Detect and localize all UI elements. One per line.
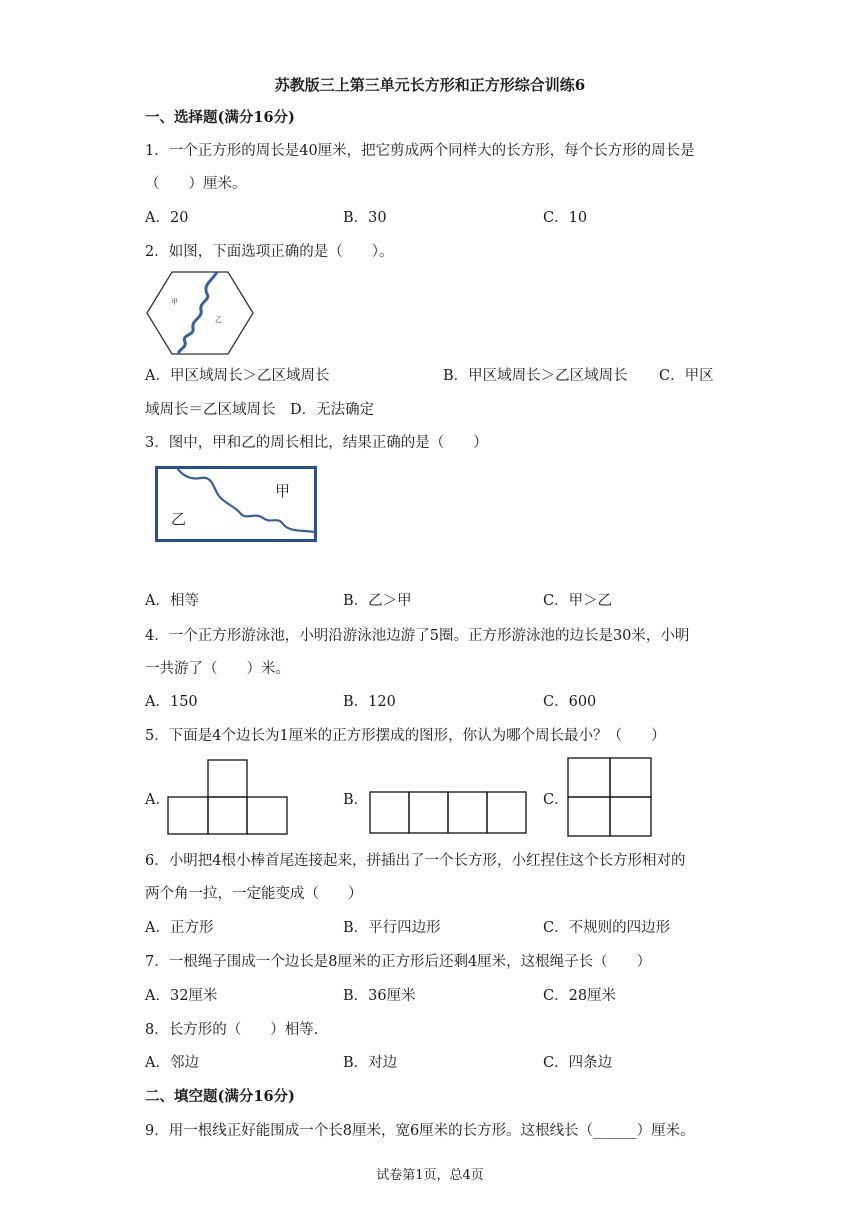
- region-jia-label: 甲: [171, 298, 178, 306]
- question-7-option-b[interactable]: B．36厘米: [343, 988, 416, 1004]
- hexagon-region-figure: [145, 270, 255, 356]
- page-title: 苏教版三上第三单元长方形和正方形综合训练6: [274, 76, 586, 94]
- question-4-option-b[interactable]: B．120: [343, 694, 396, 710]
- question-3-option-b[interactable]: B．乙＞甲: [343, 593, 412, 609]
- square-arrangement-c: [567, 757, 653, 838]
- question-4-line-1: 4．一个正方形游泳池，小明沿游泳池边游了5圈。正方形游泳池的边长是30米，小明: [145, 628, 690, 644]
- question-3-stem: 3．图中，甲和乙的周长相比，结果正确的是（ ）: [145, 435, 488, 451]
- section-heading-fill-blank: 二、填空题(满分16分): [145, 1088, 295, 1105]
- question-1-line-2: （ ）厘米。: [145, 176, 247, 192]
- question-4-option-c[interactable]: C．600: [543, 694, 597, 710]
- square-arrangement-b: [369, 791, 529, 835]
- question-8-option-a[interactable]: A．邻边: [145, 1055, 199, 1071]
- question-6-option-b[interactable]: B．平行四边形: [343, 920, 441, 936]
- question-2-stem: 2．如图，下面选项正确的是（ ）。: [145, 244, 394, 260]
- question-1-line-1: 1．一个正方形的周长是40厘米，把它剪成两个同样大的长方形，每个长方形的周长是: [145, 143, 695, 159]
- question-6-option-a[interactable]: A．正方形: [145, 920, 214, 936]
- question-1-option-b[interactable]: B．30: [343, 210, 387, 226]
- question-7-option-a[interactable]: A．32厘米: [145, 988, 218, 1004]
- question-4-option-a[interactable]: A．150: [145, 694, 198, 710]
- question-6-line-1: 6．小明把4根小棒首尾连接起来，拼插出了一个长方形，小红捏住这个长方形相对的: [145, 853, 686, 869]
- question-8-option-b[interactable]: B．对边: [343, 1055, 398, 1071]
- question-3-option-a[interactable]: A．相等: [145, 593, 199, 609]
- question-7-stem: 7．一根绳子围成一个边长是8厘米的正方形后还剩4厘米，这根绳子长（ ）: [145, 954, 652, 970]
- question-2-option-c[interactable]: C．甲区: [659, 368, 714, 384]
- question-8-stem: 8．长方形的（ ）相等.: [145, 1022, 319, 1038]
- question-3-option-c[interactable]: C．甲＞乙: [543, 593, 613, 609]
- question-5-stem: 5．下面是4个边长为1厘米的正方形摆成的图形，你认为哪个周长最小？（ ）: [145, 728, 666, 744]
- question-1-option-c[interactable]: C．10: [543, 210, 588, 226]
- question-4-line-2: 一共游了（ ）米。: [145, 661, 290, 677]
- question-2-option-b[interactable]: B．甲区域周长＞乙区域周长: [443, 368, 628, 384]
- question-2-options-line-2: 域周长＝乙区域周长 D．无法确定: [145, 402, 375, 418]
- question-6-option-c[interactable]: C．不规则的四边形: [543, 920, 671, 936]
- question-5-option-b[interactable]: B．: [343, 792, 369, 808]
- region-yi-label: 乙: [215, 316, 222, 324]
- question-8-option-c[interactable]: C．四条边: [543, 1055, 613, 1071]
- section-heading-choice: 一、选择题(满分16分): [145, 109, 295, 126]
- question-7-option-c[interactable]: C．28厘米: [543, 988, 617, 1004]
- question-5-option-c[interactable]: C．: [543, 792, 569, 808]
- question-9-stem: 9．用一根线正好能围成一个长8厘米，宽6厘米的长方形。这根线长（______）厘米。: [145, 1123, 695, 1139]
- question-1-option-a[interactable]: A．20: [145, 210, 189, 226]
- question-2-option-a[interactable]: A．甲区域周长＞乙区域周长: [145, 368, 330, 384]
- page-footer: 试卷第1页，总4页: [376, 1168, 484, 1183]
- question-5-option-a[interactable]: A．: [145, 792, 170, 808]
- region-yi-label: 乙: [171, 510, 187, 528]
- square-arrangement-a: [167, 759, 289, 836]
- rectangle-region-figure: [155, 466, 317, 542]
- region-jia-label: 甲: [275, 482, 291, 500]
- question-6-line-2: 两个角一拉，一定能变成（ ）: [145, 886, 363, 902]
